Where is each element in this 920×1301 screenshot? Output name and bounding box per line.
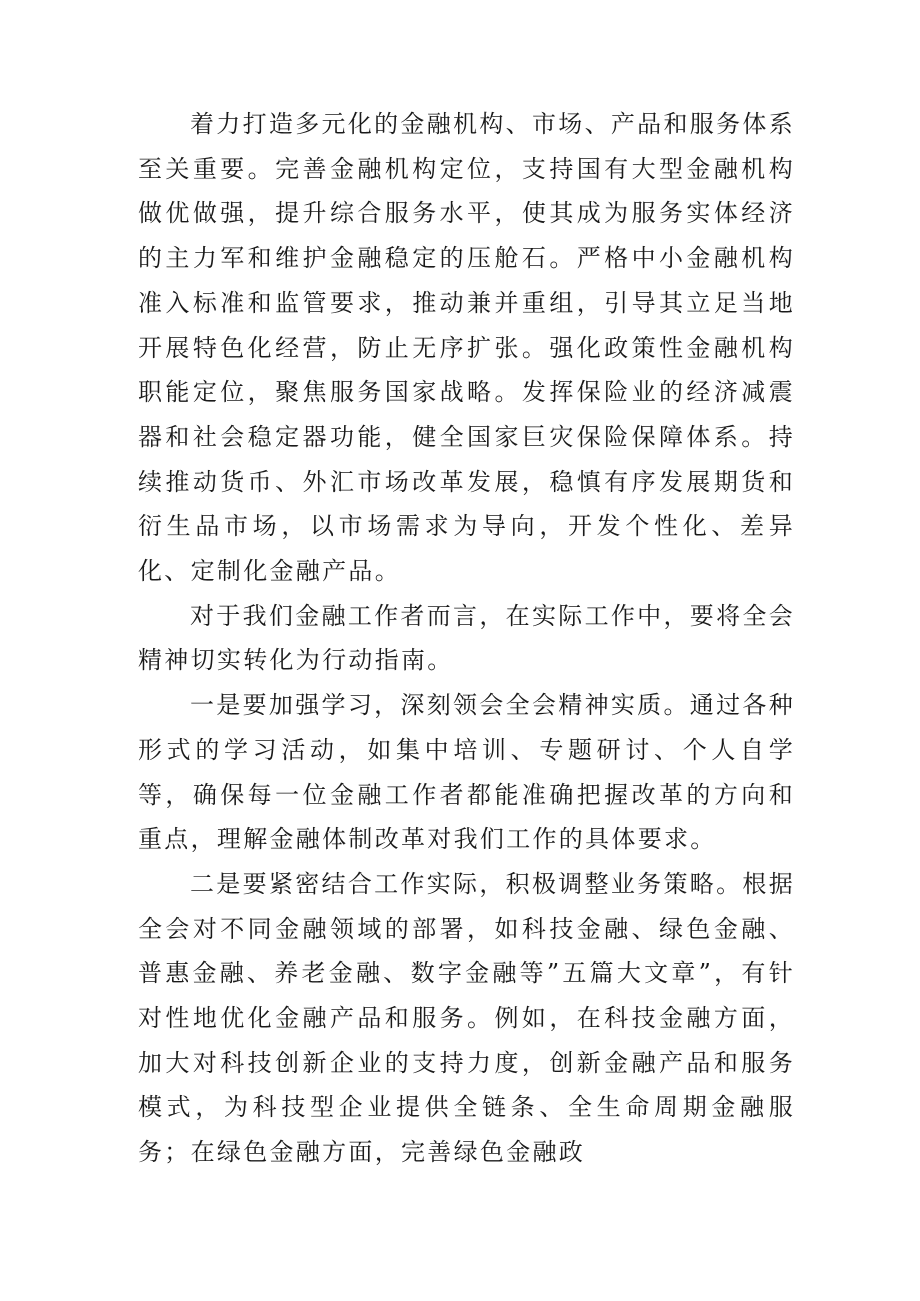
paragraph-financial-system: 着力打造多元化的金融机构、市场、产品和服务体系至关重要。完善金融机构定位，支持国有大型金融机构做优做强，提升综合服务水平，使其成为服务实体经济的主力军和维护金融稳定的压舱石。严格中小金融机构准入标准和监管要求，推动兼并重组，引导其立足当地开展特色化经营，防止无序扩张。强化政策性金融机构职能定位，聚焦服务国家战略。发挥保险业的经济减震器和社会稳定器功能，健全国家巨灾保险保障体系。持续推动货币、外汇市场改革发展，稳慎有序发展期货和衍生品市场，以市场需求为导向，开发个性化、差异化、定制化金融产品。 [138,110,795,586]
paragraph-point-one-study: 一是要加强学习，深刻领会全会精神实质。通过各种形式的学习活动，如集中培训、专题研讨、个人自学等，确保每一位金融工作者都能准确把握改革的方向和重点，理解金融体制改革对我们工作的具体要求。 [138,691,795,854]
paragraph-point-two-strategy: 二是要紧密结合工作实际，积极调整业务策略。根据全会对不同金融领域的部署，如科技金融、绿色金融、普惠金融、养老金融、数字金融等”五篇大文章”，有针对性地优化金融产品和服务。例如，在科技金融方面，加大对科技创新企业的支持力度，创新金融产品和服务模式，为科技型企业提供全链条、全生命周期金融服务；在绿色金融方面，完善绿色金融政 [138,869,795,1167]
paragraph-action-guide: 对于我们金融工作者而言，在实际工作中，要将全会精神切实转化为行动指南。 [138,601,795,675]
document-body [138,102,795,1175]
